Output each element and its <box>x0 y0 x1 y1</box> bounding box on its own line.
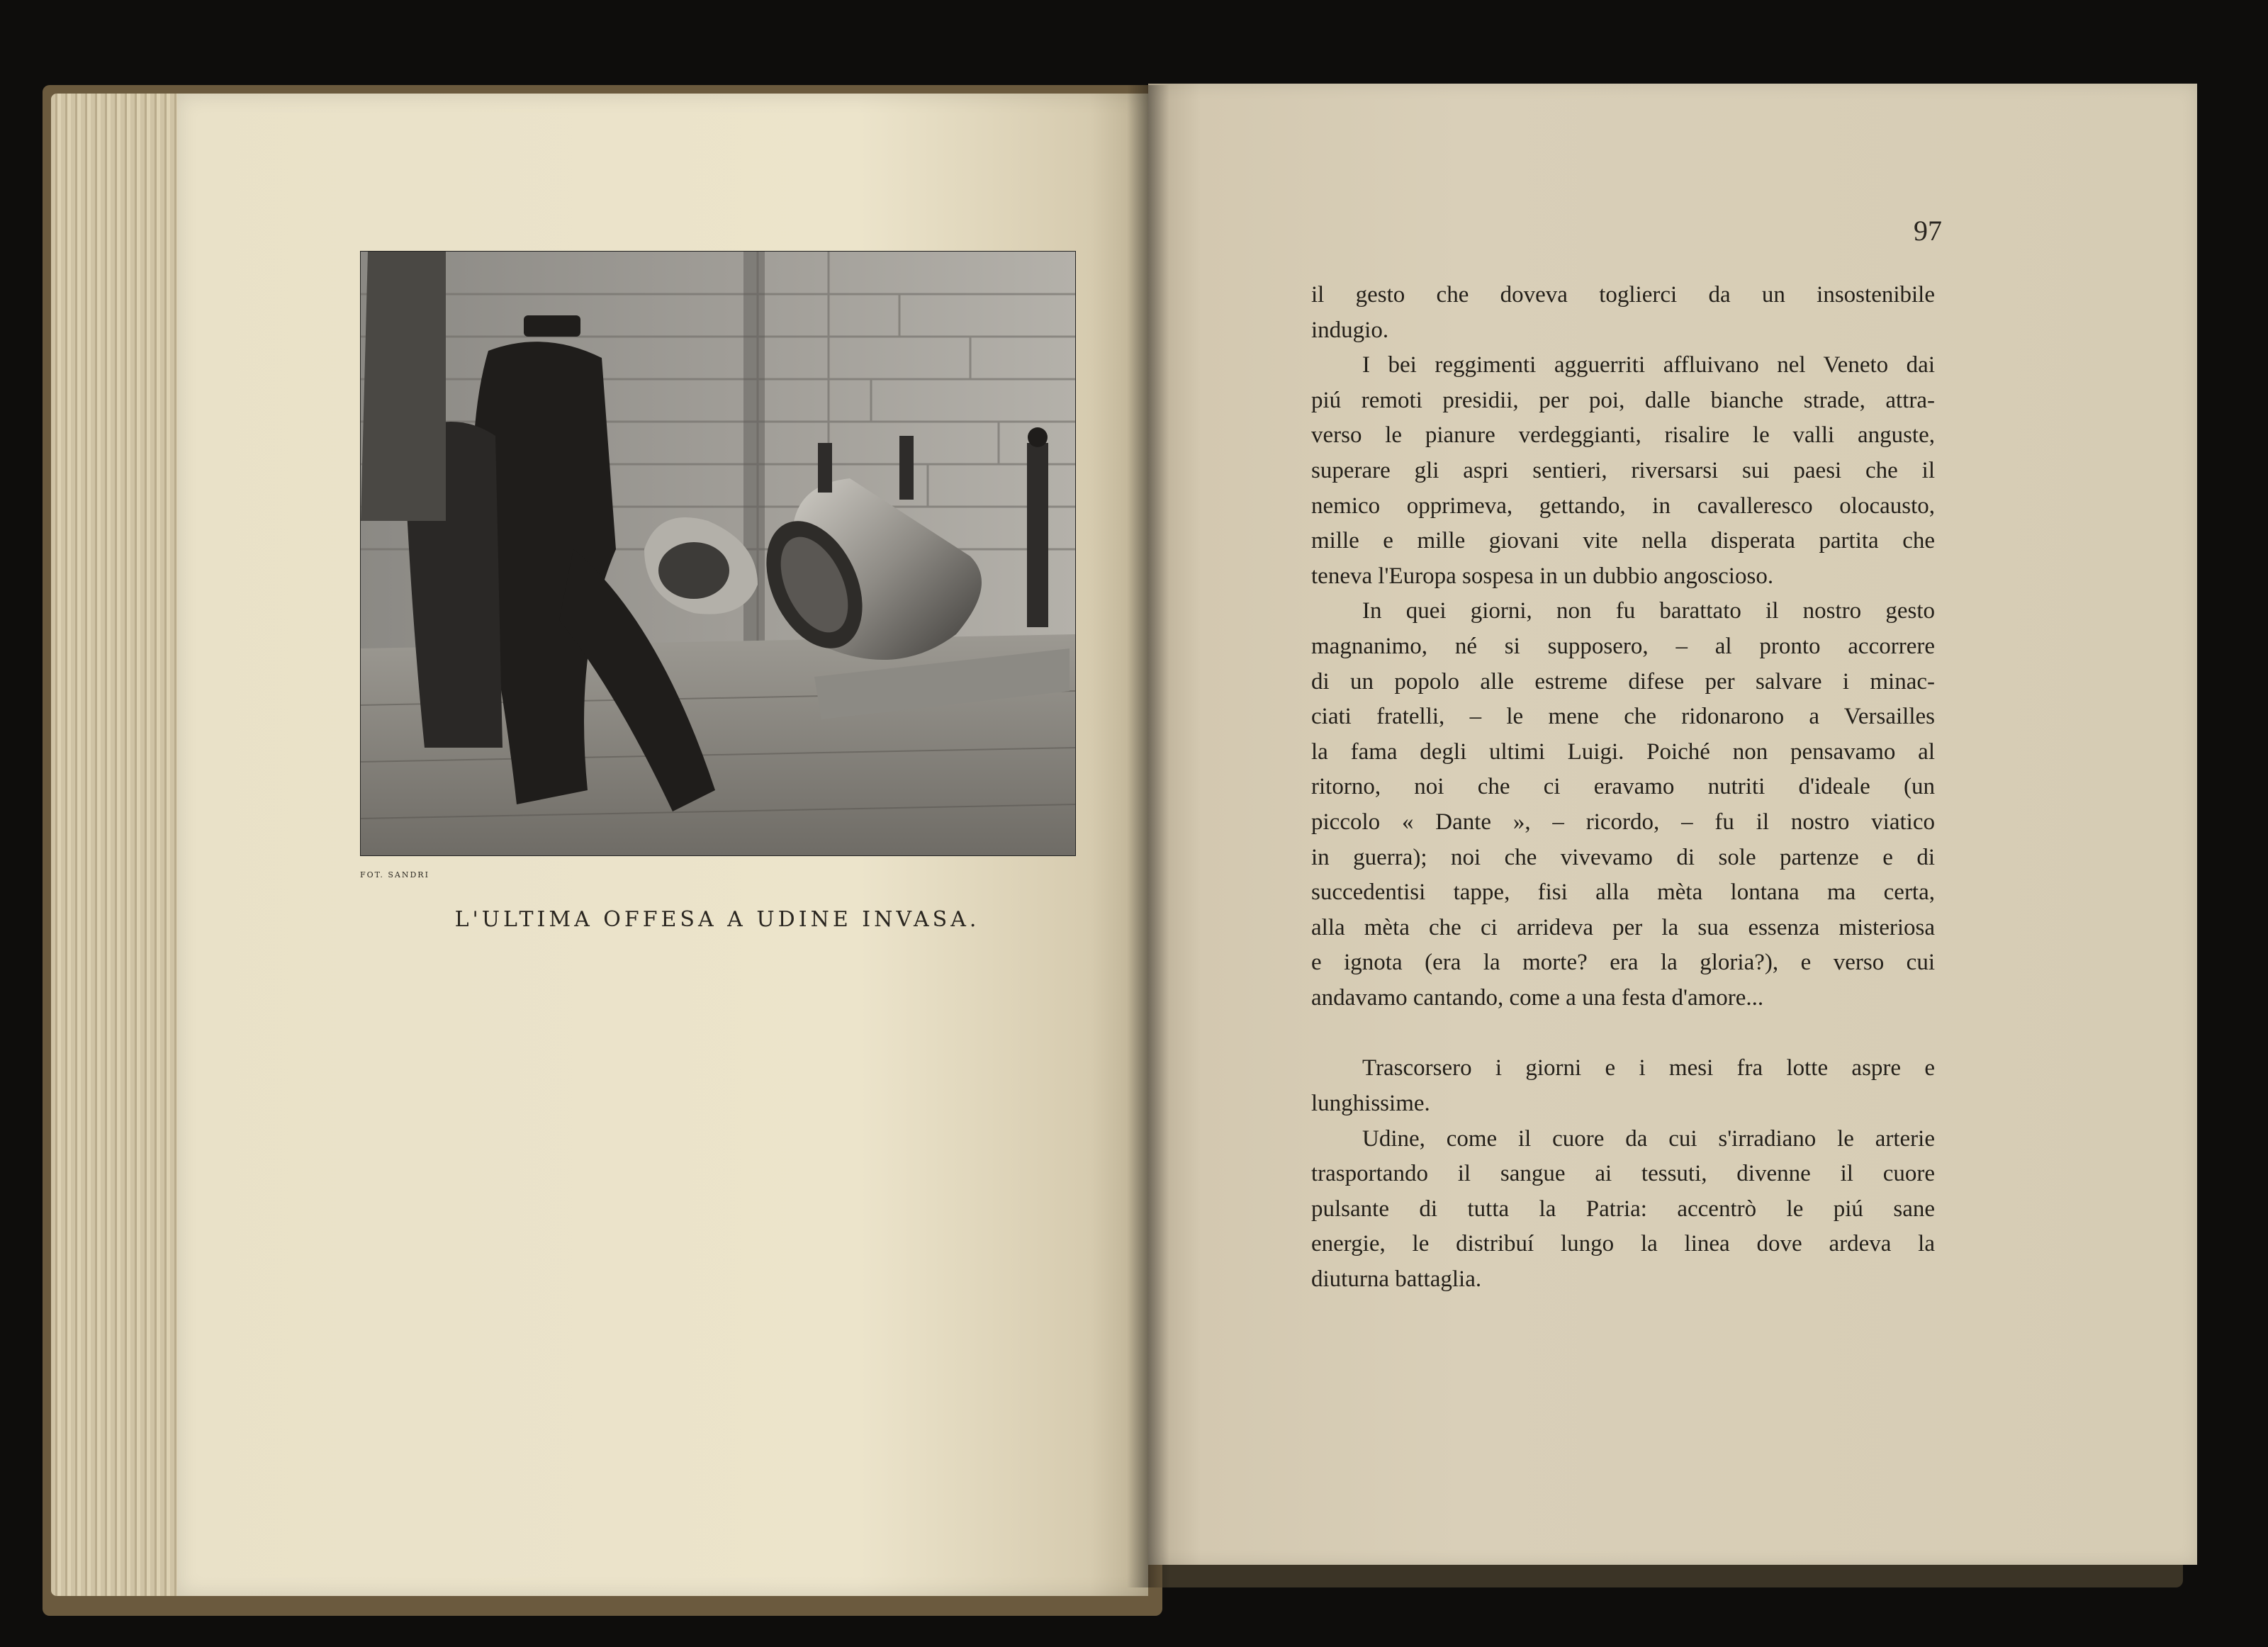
text-line: Udine, come il cuore da cui s'irradiano le arterie <box>1362 1125 1935 1152</box>
paragraph <box>1311 278 1935 348</box>
text-line: succedentisi tappe, fisi alla mèta lontana ma certa, <box>1311 879 1935 906</box>
photo-credit: FOT. SANDRI <box>360 870 430 879</box>
text-line: pulsante di tutta la Patria: accentrò le piú sane <box>1311 1196 1935 1222</box>
text-line: e ignota (era la morte? era la gloria?), e verso cui <box>1311 950 1935 976</box>
text-line: diuturna battaglia. <box>1311 1266 1482 1293</box>
text-line: indugio. <box>1311 317 1389 343</box>
page-number: 97 <box>1914 215 1942 247</box>
text-line: verso le pianure verdeggianti, risalire le valli anguste, <box>1311 422 1935 449</box>
text-line: Trascorsero i giorni e i mesi fra lotte aspre e <box>1362 1055 1935 1081</box>
photo-caption: L'ULTIMA OFFESA A UDINE INVASA. <box>454 907 980 932</box>
text-line: trasportando il sangue ai tessuti, divenne il cuore <box>1311 1161 1935 1187</box>
text-line: magnanimo, né si supposero, – al pronto accorrere <box>1311 633 1935 659</box>
paragraph <box>1311 348 1935 594</box>
text-line: superare gli aspri sentieri, riversarsi sui paesi che il <box>1311 457 1935 483</box>
text-line: I bei reggimenti agguerriti affluivano nel Veneto dai <box>1362 352 1935 378</box>
text-line: energie, le distribuí lungo la linea dove ardeva la <box>1311 1231 1935 1257</box>
text-line: nemico opprimeva, gettando, in cavalleresco olocausto, <box>1311 493 1935 519</box>
page-stack-edge <box>51 94 179 1596</box>
book-gutter <box>1127 85 1169 1587</box>
text-line: lunghissime. <box>1311 1091 1430 1117</box>
text-line: piccolo « Dante », – ricordo, – fu il nostro viatico <box>1311 809 1935 835</box>
text-line: alla mèta che ci arrideva per la sua essenza misteriosa <box>1311 914 1935 940</box>
section-break <box>1311 1016 1935 1051</box>
text-line: In quei giorni, non fu barattato il nostro gesto <box>1362 598 1935 624</box>
text-line: teneva l'Europa sospesa in un dubbio angoscioso. <box>1311 563 1774 589</box>
text-line: piú remoti presidii, per poi, dalle bianche strade, attra- <box>1311 387 1935 413</box>
text-line: di un popolo alle estreme difese per salvare i minac- <box>1311 668 1935 695</box>
paragraph <box>1311 594 1935 1016</box>
text-line: ritorno, noi che ci eravamo nutriti d'ideale (un <box>1311 774 1935 800</box>
body-text <box>1311 278 1935 1298</box>
text-line: in guerra); noi che vivevamo di sole partenze e di <box>1311 844 1935 870</box>
text-line: il gesto che doveva toglierci da un insostenibile <box>1311 282 1935 308</box>
photograph-bells-icon <box>360 251 1076 856</box>
paragraph <box>1311 1122 1935 1298</box>
text-line: la fama degli ultimi Luigi. Poiché non pensavamo al <box>1311 738 1935 765</box>
text-line: ciati fratelli, – le mene che ridonarono a Versailles <box>1311 704 1935 730</box>
text-line: mille e mille giovani vite nella disperata partita che <box>1311 528 1935 554</box>
text-line: andavamo cantando, come a una festa d'amore... <box>1311 984 1764 1011</box>
paragraph <box>1311 1051 1935 1121</box>
